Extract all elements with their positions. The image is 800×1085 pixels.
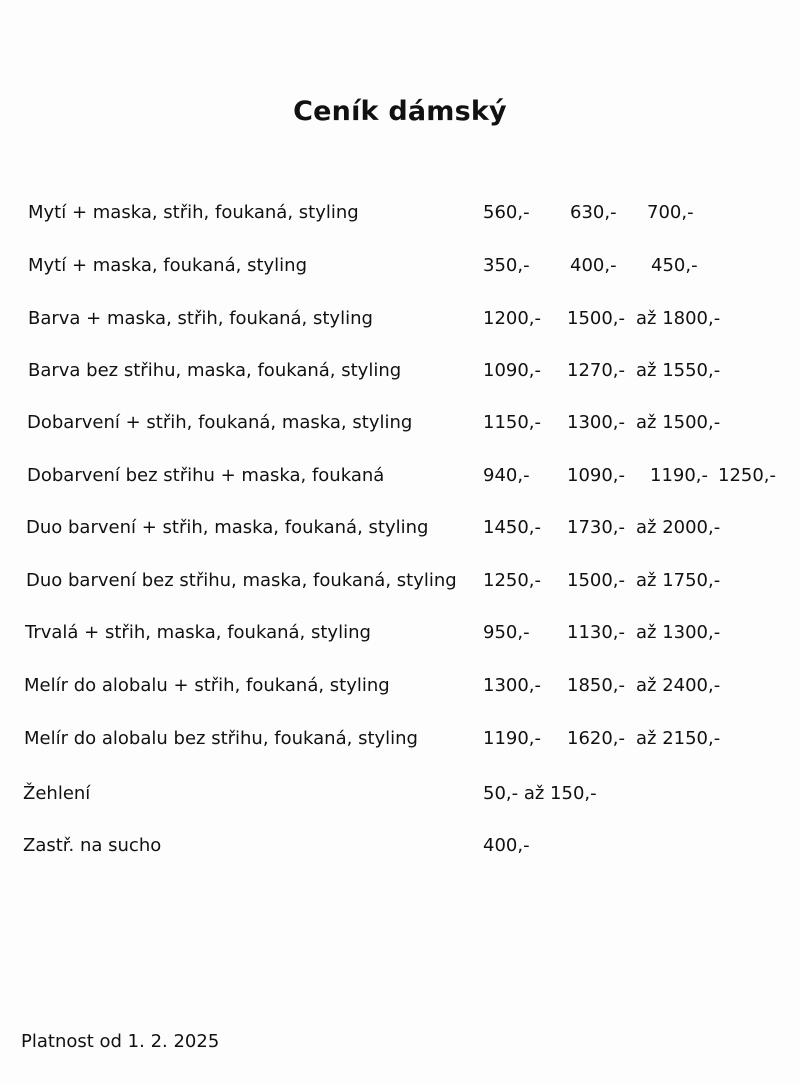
price-row [0,251,800,281]
price-2: 1500,- [567,570,626,591]
price-row [0,304,800,334]
price-3: až 2150,- [636,728,721,749]
price-3: až 1550,- [636,360,721,381]
validity-date: Platnost od 1. 2. 2025 [21,1031,220,1052]
service-name: Barva + maska, střih, foukaná, styling [28,308,373,329]
service-name: Trvalá + střih, maska, foukaná, styling [25,622,371,643]
price-1: 350,- [483,255,530,276]
price-1: 50,- až 150,- [483,783,597,804]
price-row [0,779,800,809]
price-row [0,461,800,491]
price-row [0,566,800,596]
price-row [0,724,800,754]
price-row [0,198,800,228]
price-3: 1190,- [650,465,709,486]
price-1: 1200,- [483,308,542,329]
price-1: 1450,- [483,517,542,538]
price-row [0,831,800,861]
service-name: Žehlení [23,783,91,804]
price-2: 400,- [570,255,617,276]
price-row [0,618,800,648]
price-2: 1130,- [567,622,626,643]
price-1: 1190,- [483,728,542,749]
price-3: 450,- [651,255,698,276]
price-3: 700,- [647,202,694,223]
price-row [0,513,800,543]
price-1: 560,- [483,202,530,223]
service-name: Mytí + maska, foukaná, styling [28,255,307,276]
price-1: 1150,- [483,412,542,433]
price-2: 1090,- [567,465,626,486]
price-1: 940,- [483,465,530,486]
price-3: až 1500,- [636,412,721,433]
price-1: 1090,- [483,360,542,381]
service-name: Barva bez střihu, maska, foukaná, styling [28,360,402,381]
service-name: Duo barvení bez střihu, maska, foukaná, styling [26,570,457,591]
price-2: 1500,- [567,308,626,329]
price-3: až 2400,- [636,675,721,696]
price-1: 1250,- [483,570,542,591]
price-row [0,356,800,386]
price-1: 950,- [483,622,530,643]
price-3: až 1300,- [636,622,721,643]
price-2: 630,- [570,202,617,223]
price-2: 1730,- [567,517,626,538]
price-2: 1270,- [567,360,626,381]
price-2: 1300,- [567,412,626,433]
service-name: Melír do alobalu bez střihu, foukaná, styling [24,728,418,749]
service-name: Dobarvení bez střihu + maska, foukaná [27,465,385,486]
price-row [0,408,800,438]
price-row [0,671,800,701]
service-name: Mytí + maska, střih, foukaná, styling [28,202,359,223]
service-name: Melír do alobalu + střih, foukaná, styling [24,675,390,696]
price-2: 1850,- [567,675,626,696]
page-title: Ceník dámský [293,96,507,127]
price-2: 1620,- [567,728,626,749]
service-name: Zastř. na sucho [23,835,162,856]
price-3: až 1800,- [636,308,721,329]
price-1: 400,- [483,835,530,856]
price-3: až 2000,- [636,517,721,538]
price-4: 1250,- [718,465,777,486]
service-name: Duo barvení + střih, maska, foukaná, styling [26,517,429,538]
price-1: 1300,- [483,675,542,696]
price-3: až 1750,- [636,570,721,591]
service-name: Dobarvení + střih, foukaná, maska, styling [27,412,413,433]
